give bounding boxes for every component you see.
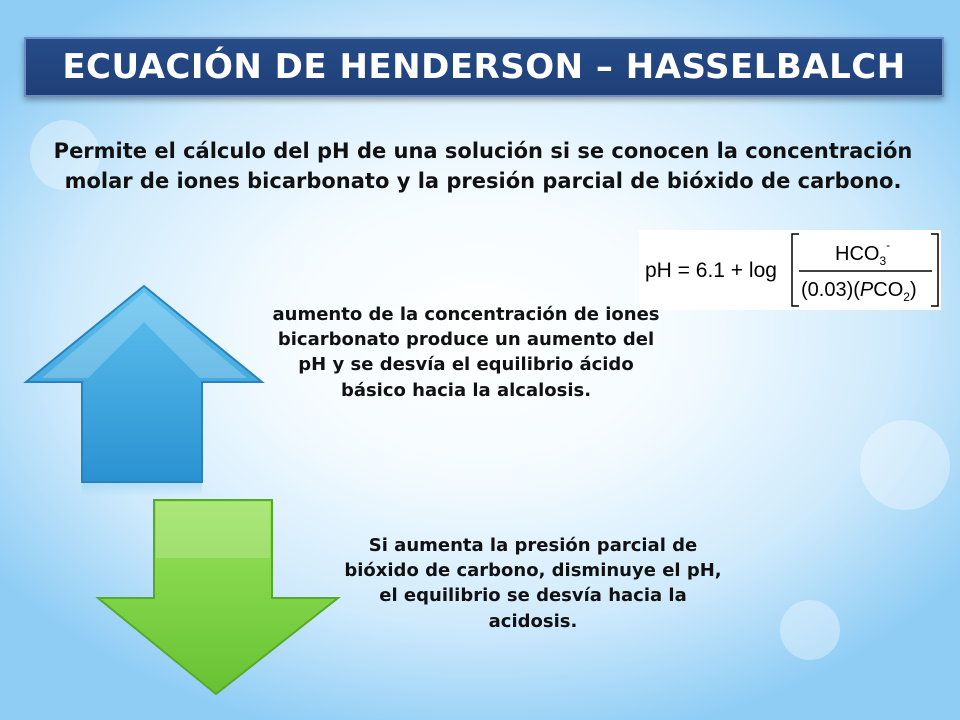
bokeh-decoration (860, 420, 950, 510)
formula-right-bracket (931, 234, 938, 306)
formula-numerator: $HCO_3^-$ (835, 238, 891, 268)
henderson-hasselbalch-formula (639, 230, 941, 310)
formula-lhs: pH = 6.1 + log (645, 259, 777, 282)
up-arrow-icon (22, 282, 266, 502)
title-bar (24, 37, 944, 97)
bokeh-decoration (780, 600, 840, 660)
formula-left-bracket (792, 234, 799, 306)
down-arrow-icon (94, 498, 342, 698)
slide-title: ECUACIÓN DE HENDERSON – HASSELBALCH (62, 47, 906, 87)
down-arrow-text: Si aumenta la presión parcial de bióxido de carbono, disminuye el pH, el equilibrio se desvía hacia la acidosis. (344, 535, 722, 632)
formula-denominator: $(0.03)(PCO_2)$ (801, 279, 917, 304)
intro-text: Permite el cálculo del pH de una solución si se conocen la concentración molar de iones bicarbonato y la presión parcial de bióxido de carbono. (53, 139, 913, 194)
up-arrow-text: aumento de la concentración de iones bicarbonato produce un aumento del pH y se desvía el equilibrio ácido básico hacia la alcalosis. (272, 304, 660, 401)
